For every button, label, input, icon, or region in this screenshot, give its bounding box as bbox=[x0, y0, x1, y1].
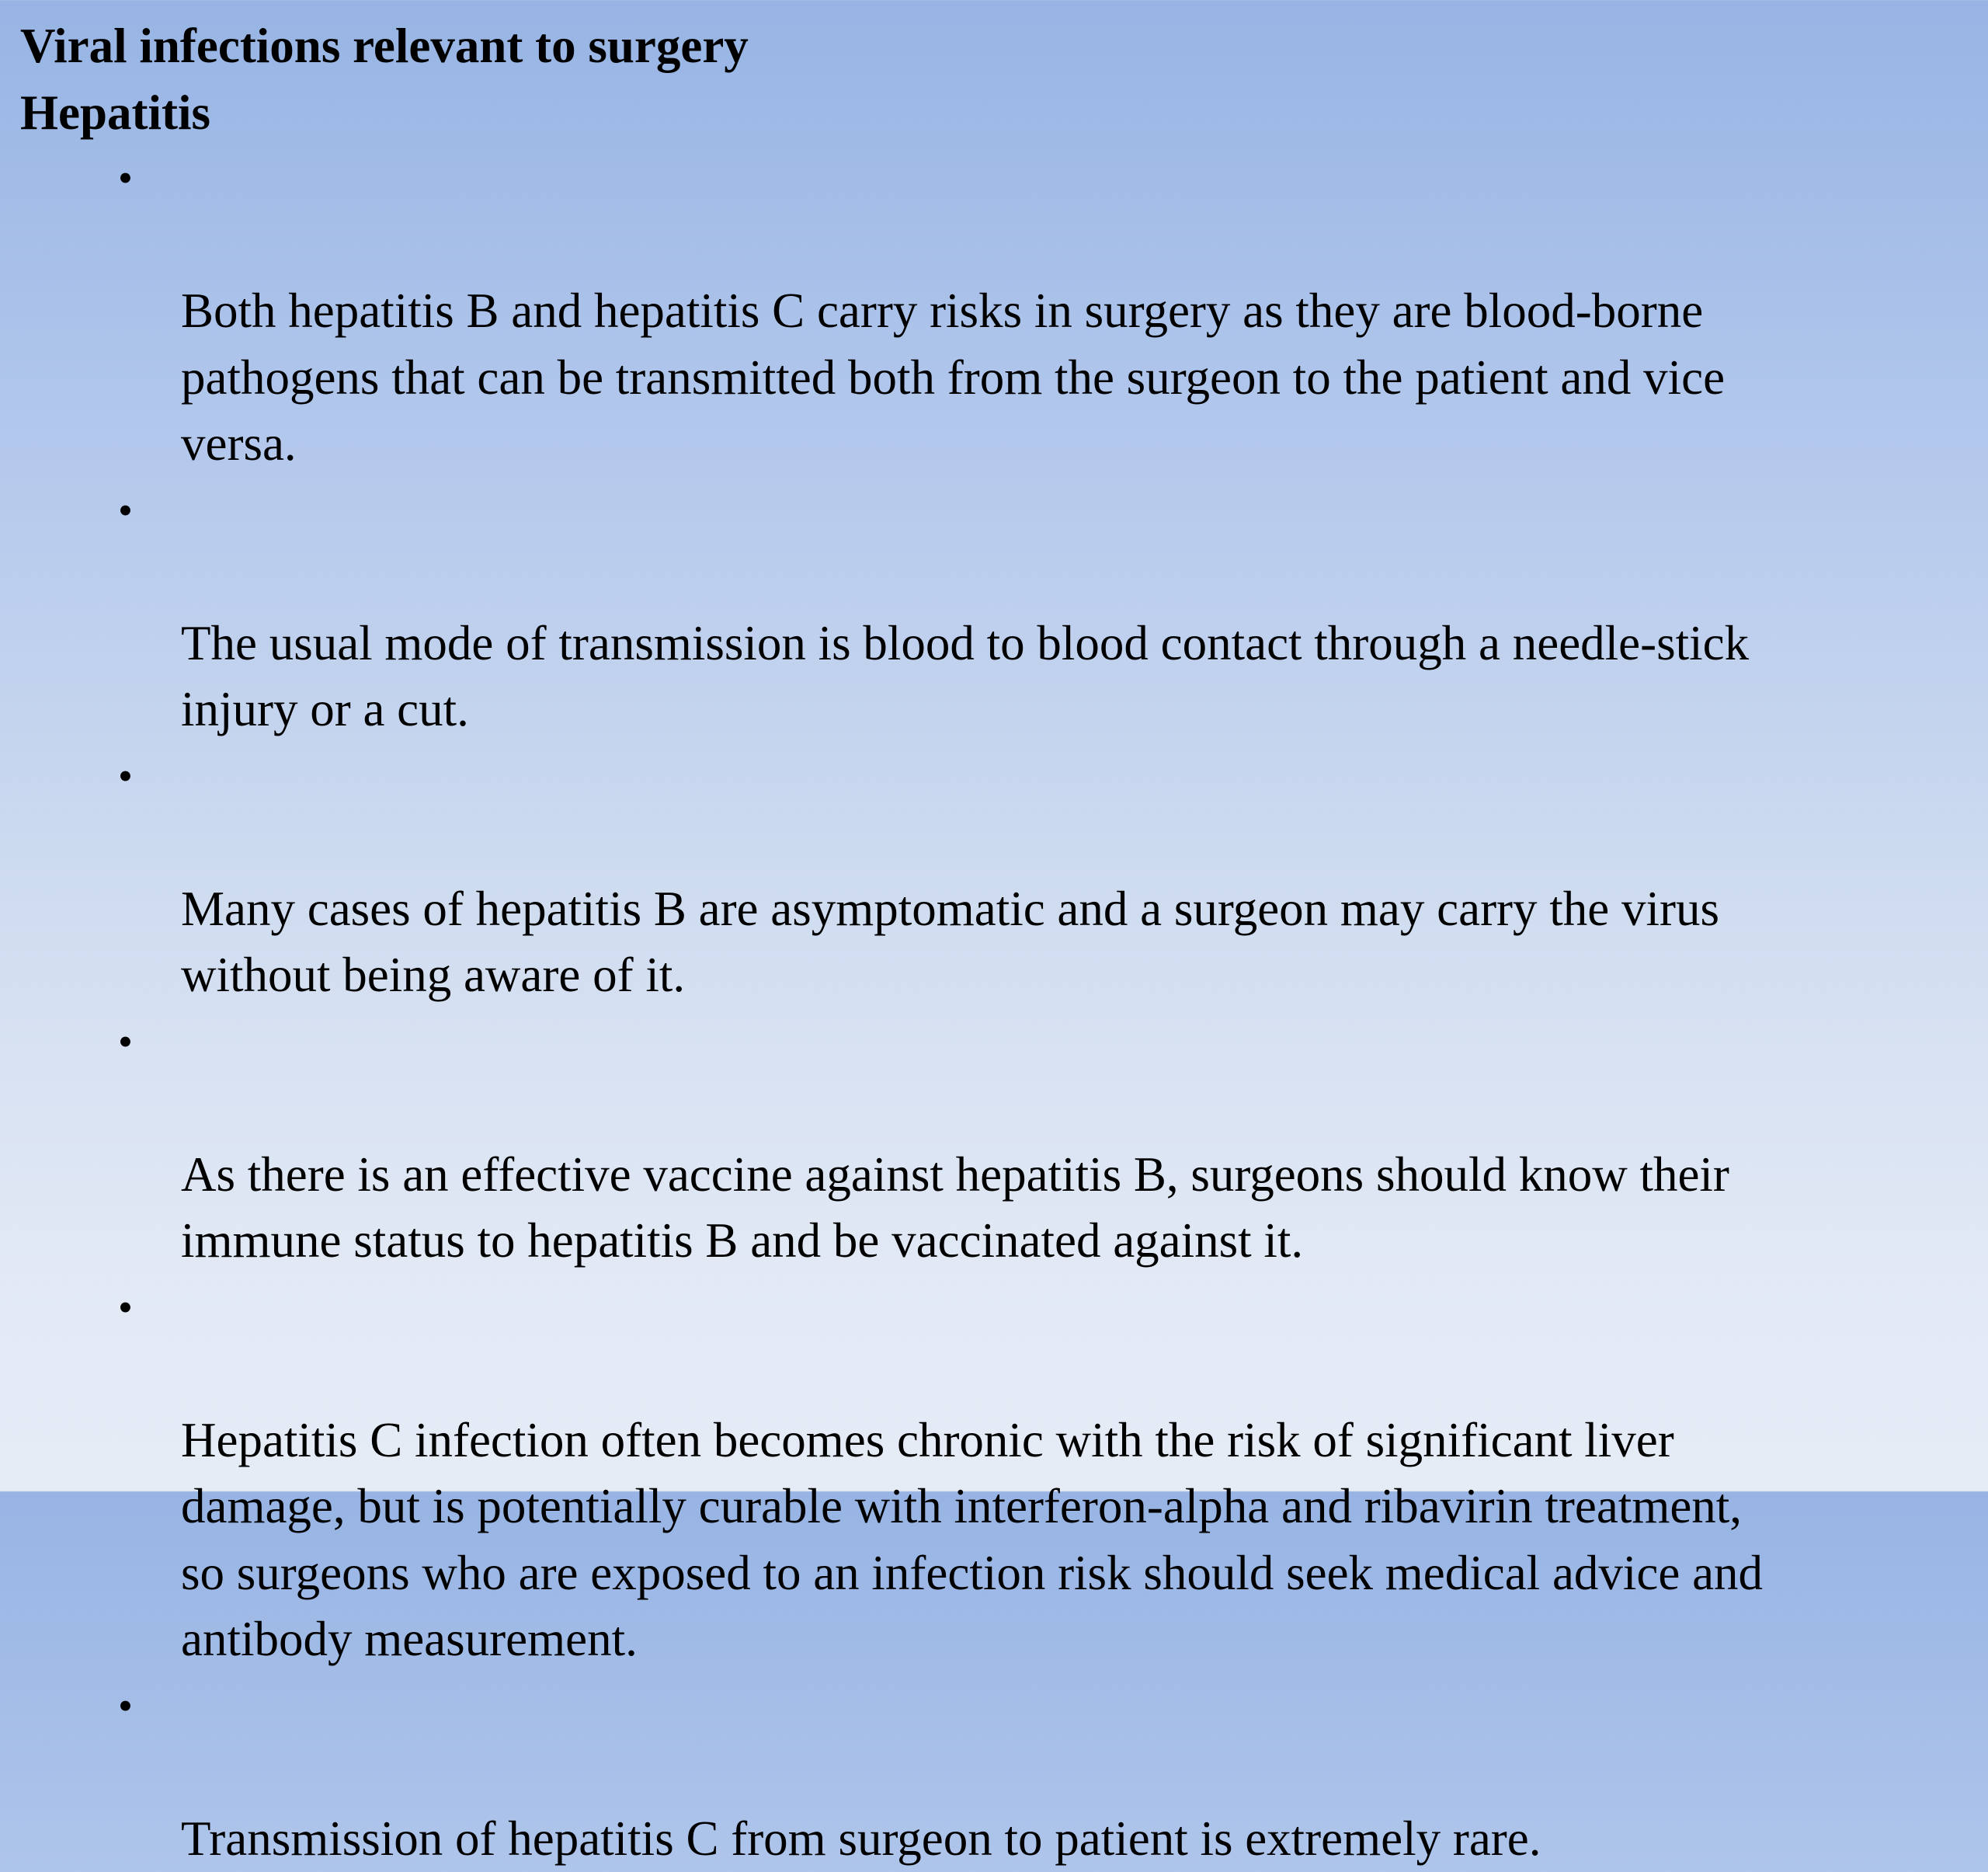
bullet-icon: • bbox=[118, 1009, 133, 1076]
bullet-list bbox=[0, 145, 1988, 1872]
bullet-icon: • bbox=[118, 743, 133, 810]
bullet-item bbox=[0, 743, 1988, 1009]
bullet-text: As there is an effective vaccine against hepatitis B, surgeons should know their immune status to hepatitis B and be vaccinated against it. bbox=[181, 1147, 1729, 1268]
bullet-icon: • bbox=[118, 478, 133, 545]
bullet-text: Many cases of hepatitis B are asymptomatic and a surgeon may carry the virus without being aware of it. bbox=[181, 882, 1719, 1003]
bullet-item bbox=[0, 1275, 1988, 1673]
bullet-icon: • bbox=[118, 1673, 133, 1740]
bullet-text: Transmission of hepatitis C from surgeon to patient is extremely rare. bbox=[181, 1811, 1541, 1866]
bullet-text: Both hepatitis B and hepatitis C carry risks in surgery as they are blood-borne pathogens that can be transmitted both from the surgeon to the patient and vice versa. bbox=[181, 284, 1725, 471]
slide-subtitle: Hepatitis bbox=[20, 79, 210, 146]
slide-title: Viral infections relevant to surgery bbox=[20, 12, 749, 79]
bullet-icon: • bbox=[118, 145, 133, 212]
bullet-icon: • bbox=[118, 1275, 133, 1341]
bullet-item bbox=[0, 478, 1988, 743]
bullet-text: The usual mode of transmission is blood to blood contact through a needle-stick injury or a cut. bbox=[181, 616, 1749, 737]
bullet-item bbox=[0, 145, 1988, 478]
bullet-item bbox=[0, 1673, 1988, 1872]
bullet-item bbox=[0, 1009, 1988, 1275]
bullet-text: Hepatitis C infection often becomes chronic with the risk of significant liver damage, but is potentially curable with interferon-alpha and ribavirin treatment, so surgeons who are exposed to an infection risk should seek medical advice and antibody measurement. bbox=[181, 1413, 1763, 1667]
